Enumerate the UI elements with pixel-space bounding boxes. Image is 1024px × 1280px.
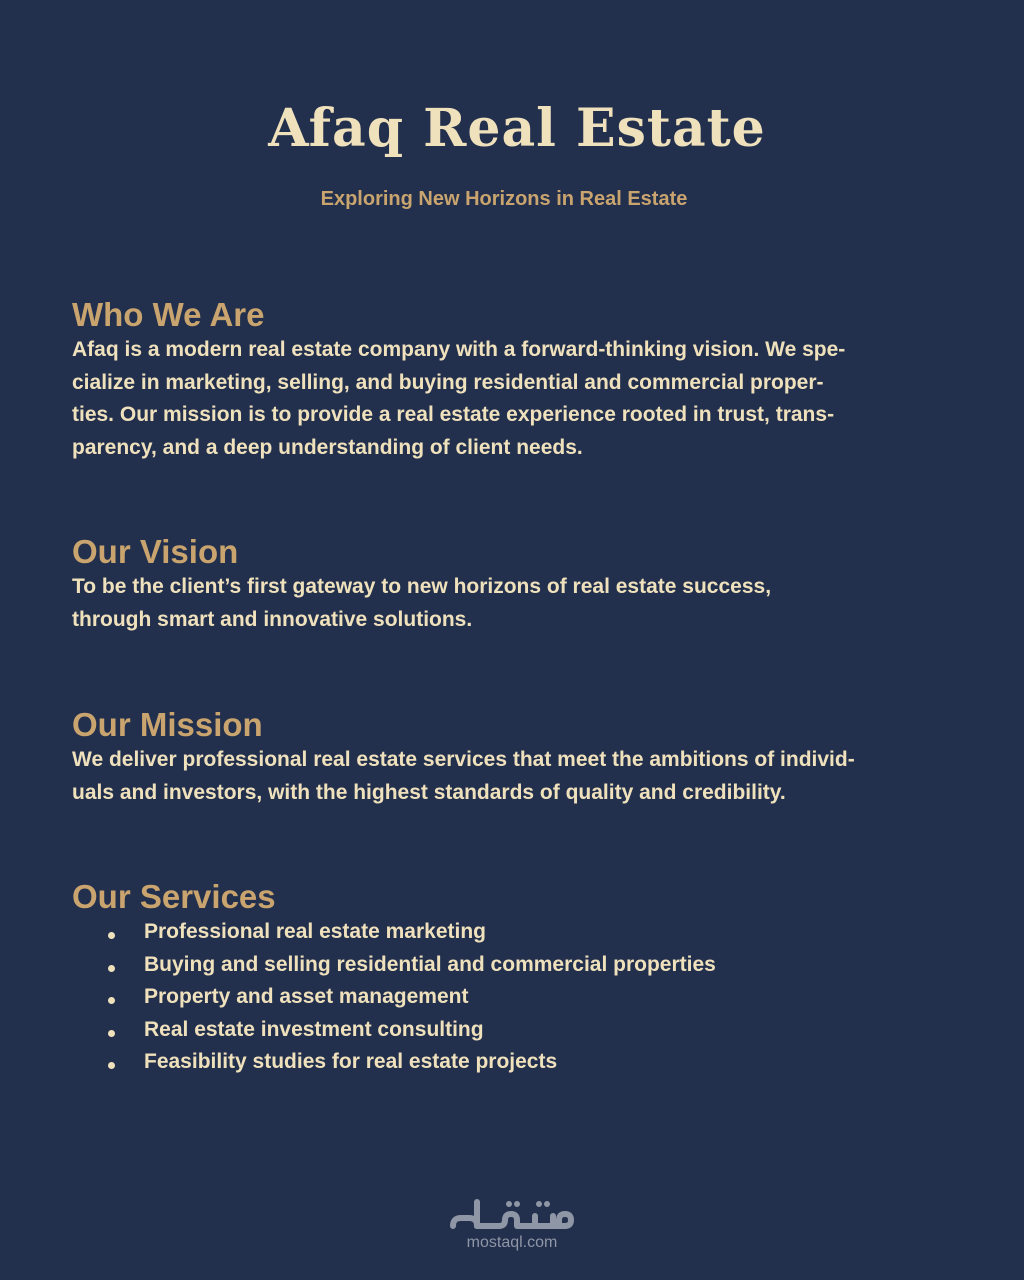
list-item-label: Property and asset management bbox=[144, 985, 469, 1008]
bullet-icon bbox=[108, 1030, 115, 1037]
body-line: To be the client’s first gateway to new horizons of real estate success, bbox=[72, 575, 772, 598]
section-who-we-are bbox=[72, 296, 952, 464]
body-line: ties. Our mission is to provide a real estate experience rooted in trust, trans- bbox=[72, 403, 835, 426]
list-item-label: Feasibility studies for real estate projects bbox=[144, 1050, 558, 1073]
mostaql-logo-icon bbox=[447, 1196, 577, 1236]
bullet-icon bbox=[108, 965, 115, 972]
section-services bbox=[72, 878, 952, 1079]
list-item bbox=[72, 916, 952, 949]
section-body bbox=[72, 334, 952, 464]
section-heading: Our Mission bbox=[72, 706, 263, 743]
list-item bbox=[72, 981, 952, 1014]
section-body bbox=[72, 571, 952, 636]
list-item bbox=[72, 1014, 952, 1047]
footer-url: mostaql.com bbox=[466, 1234, 558, 1251]
page-title: Afaq Real Estate bbox=[268, 98, 766, 159]
bullet-icon bbox=[108, 997, 115, 1004]
section-heading: Our Vision bbox=[72, 533, 239, 570]
page-subtitle: Exploring New Horizons in Real Estate bbox=[320, 188, 688, 210]
body-line: uals and investors, with the highest standards of quality and credibility. bbox=[72, 780, 786, 804]
section-heading: Our Services bbox=[72, 878, 276, 915]
body-line: cialize in marketing, selling, and buying residential and commercial proper- bbox=[72, 370, 824, 394]
list-item-label: Professional real estate marketing bbox=[144, 920, 486, 943]
services-list bbox=[72, 916, 952, 1079]
body-line: We deliver professional real estate services that meet the ambitions of individ- bbox=[72, 748, 855, 771]
body-line: through smart and innovative solutions. bbox=[72, 607, 473, 631]
body-line: parency, and a deep understanding of client needs. bbox=[72, 435, 583, 459]
list-item bbox=[72, 1046, 952, 1079]
section-heading: Who We Are bbox=[72, 296, 265, 333]
section-vision bbox=[72, 533, 952, 636]
list-item-label: Buying and selling residential and commercial properties bbox=[144, 952, 716, 976]
list-item bbox=[72, 949, 952, 982]
list-item-label: Real estate investment consulting bbox=[144, 1017, 484, 1041]
section-body bbox=[72, 744, 952, 809]
section-mission bbox=[72, 706, 952, 809]
bullet-icon bbox=[108, 1062, 115, 1069]
bullet-icon bbox=[108, 932, 115, 939]
body-line: Afaq is a modern real estate company with a forward-thinking vision. We spe- bbox=[72, 338, 846, 361]
